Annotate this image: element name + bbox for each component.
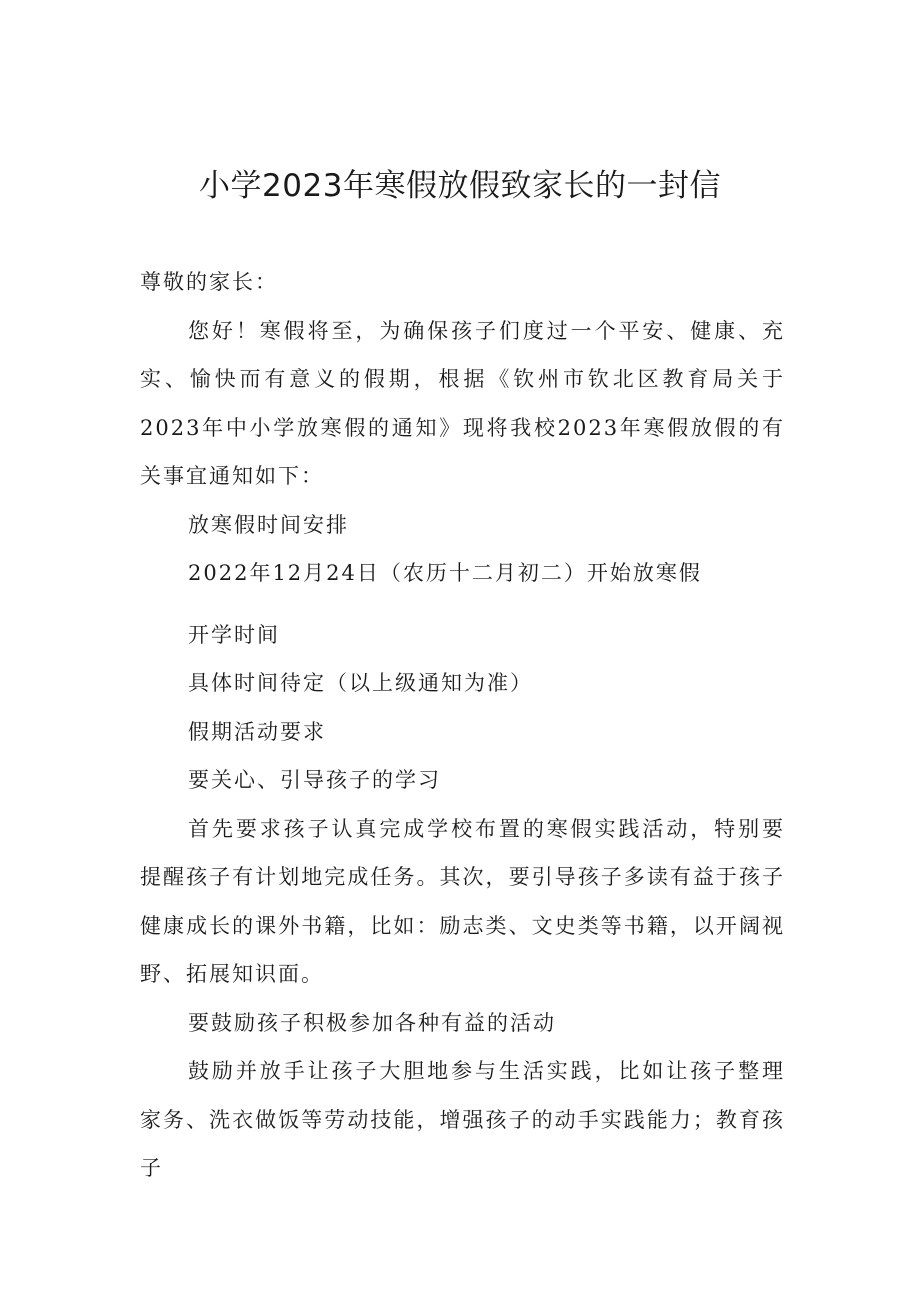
- salutation: 尊敬的家长：: [140, 270, 278, 294]
- document-body: [140, 258, 785, 1193]
- vacation-start-date: 2022年12月24日（农历十二月初二）开始放寒假: [188, 561, 702, 585]
- heading-school-start: 开学时间: [188, 622, 280, 647]
- paragraph-study-guidance: 首先要求孩子认真完成学校布置的寒假实践活动，特别要提醒孩子有计划地完成任务。其次，要引导孩子多读有益于孩子健康成长的课外书籍，比如：励志类、文史类等书籍，以开阔视野、拓展知识面。: [140, 816, 785, 986]
- school-start-date: 具体时间待定（以上级通知为准）: [188, 671, 533, 695]
- heading-vacation-schedule: 放寒假时间安排: [188, 512, 349, 537]
- subheading-study-guidance: 要关心、引导孩子的学习: [188, 768, 441, 792]
- subheading-activities: 要鼓励孩子积极参加各种有益的活动: [188, 1010, 556, 1035]
- heading-activity-requirements: 假期活动要求: [188, 719, 326, 744]
- paragraph-activities: 鼓励并放手让孩子大胆地参与生活实践，比如让孩子整理家务、洗衣做饭等劳动技能，增强孩子的动手实践能力；教育孩子: [140, 1059, 785, 1180]
- document-title: 小学2023年寒假放假致家长的一封信: [199, 168, 721, 204]
- paragraph-greeting: 您好！寒假将至，为确保孩子们度过一个平安、健康、充实、愉快而有意义的假期，根据《钦州市钦北区教育局关于2023年中小学放寒假的通知》现将我校2023年寒假放假的有关事宜通知如下：: [140, 318, 785, 488]
